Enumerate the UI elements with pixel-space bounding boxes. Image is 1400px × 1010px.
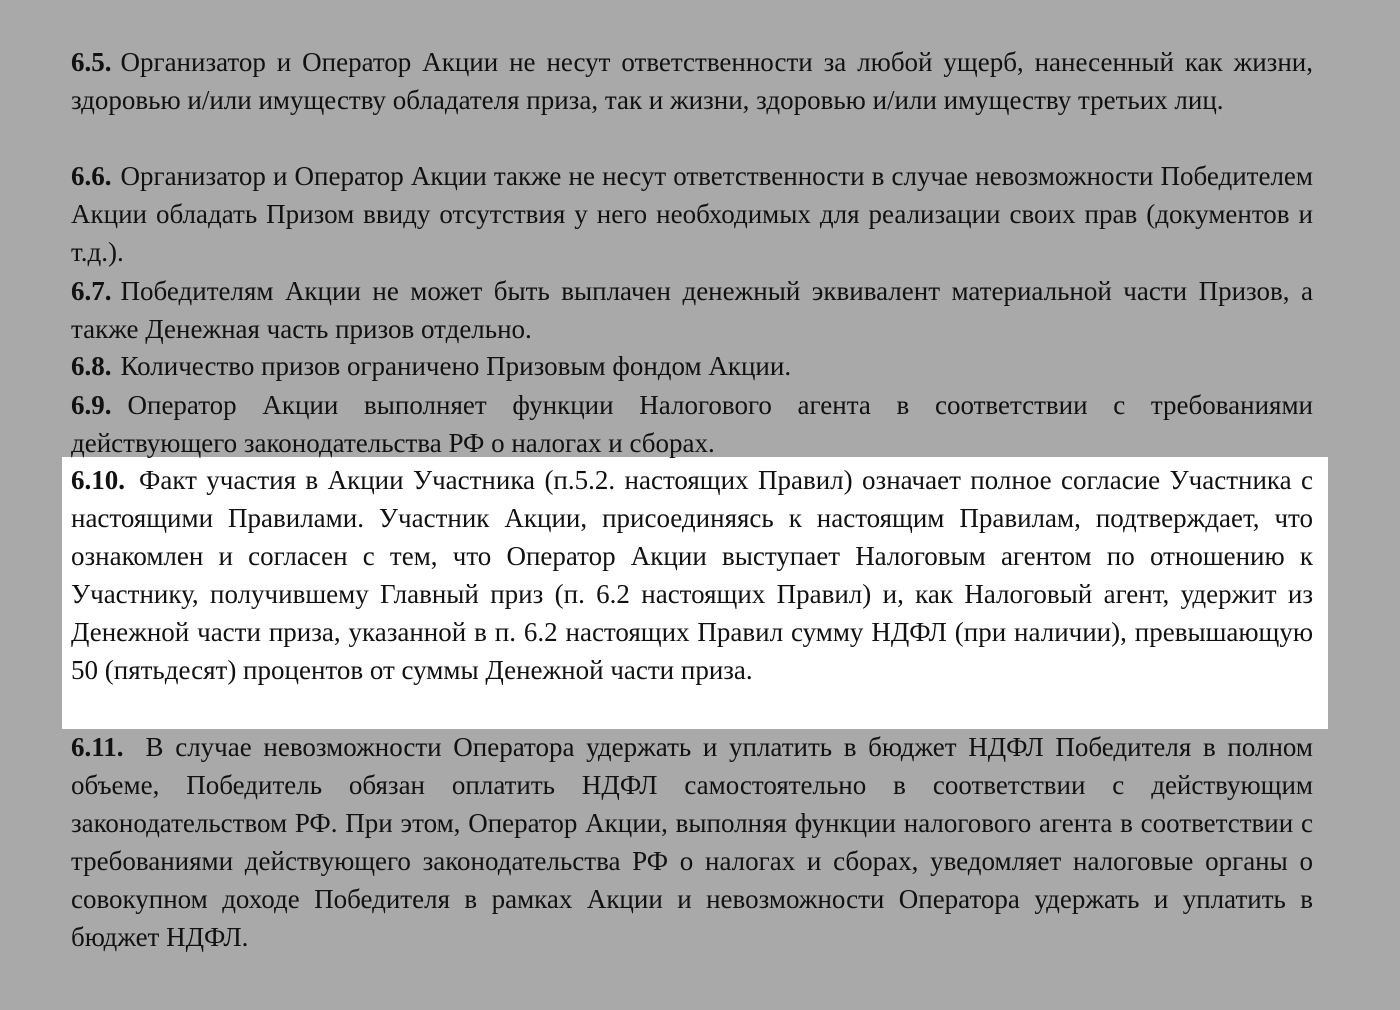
paragraph-number: 6.10. xyxy=(71,465,125,495)
paragraph-6-9 xyxy=(71,386,1313,462)
paragraph-6-11 xyxy=(71,728,1313,956)
paragraph-text: В случае невозможности Оператора удержать и уплатить в бюджет НДФЛ Победителя в полном объеме, Победитель обязан оплатить НДФЛ самостоятельно в соответствии с действующим законодательством РФ. При этом, Оператор Акции, выполняя функции налогового агента в соответствии с требованиями действующего законодательства РФ о налогах и сборах, уведомляет налоговые органы о совокупном доходе Победителя в рамках Акции и невозможности Оператора удержать и уплатить в бюджет НДФЛ. xyxy=(71,732,1313,952)
paragraph-6-7 xyxy=(71,272,1313,348)
paragraph-6-5 xyxy=(71,43,1313,119)
paragraph-6-8 xyxy=(71,347,1313,385)
paragraph-number: 6.5. xyxy=(71,47,112,77)
paragraph-text: Факт участия в Акции Участника (п.5.2. настоящих Правил) означает полное согласие Участника с настоящими Правилами. Участник Акции, присоединяясь к настоящим Правилам, подтверждает, что ознакомлен и согласен с тем, что Оператор Акции выступает Налоговым агентом по отношению к Участнику, получившему Главный приз (п. 6.2 настоящих Правил) и, как Налоговый агент, удержит из Денежной части приза, указанной в п. 6.2 настоящих Правил сумму НДФЛ (при наличии), превышающую 50 (пятьдесят) процентов от суммы Денежной части приза. xyxy=(71,465,1313,685)
paragraph-text: Оператор Акции выполняет функции Налогового агента в соответствии с требованиями действующего законодательства РФ о налогах и сборах. xyxy=(71,390,1313,458)
paragraph-number: 6.11. xyxy=(71,732,124,762)
paragraph-number: 6.9. xyxy=(71,390,112,420)
paragraph-text: Победителям Акции не может быть выплачен денежный эквивалент материальной части Призов, а также Денежная часть призов отдельно. xyxy=(71,276,1313,344)
paragraph-6-10-highlighted xyxy=(71,461,1313,689)
paragraph-text: Количество призов ограничено Призовым фондом Акции. xyxy=(120,351,792,381)
paragraph-number: 6.7. xyxy=(71,276,112,306)
paragraph-number: 6.8. xyxy=(71,351,112,381)
paragraph-number: 6.6. xyxy=(71,161,112,191)
paragraph-text: Организатор и Оператор Акции не несут ответственности за любой ущерб, нанесенный как жизни, здоровью и/или имуществу обладателя приза, так и жизни, здоровью и/или имуществу третьих лиц. xyxy=(71,47,1313,115)
paragraph-6-6 xyxy=(71,157,1313,271)
paragraph-text: Организатор и Оператор Акции также не несут ответственности в случае невозможности Победителем Акции обладать Призом ввиду отсутствия у него необходимых для реализации своих прав (документов и т.д.). xyxy=(71,161,1313,267)
